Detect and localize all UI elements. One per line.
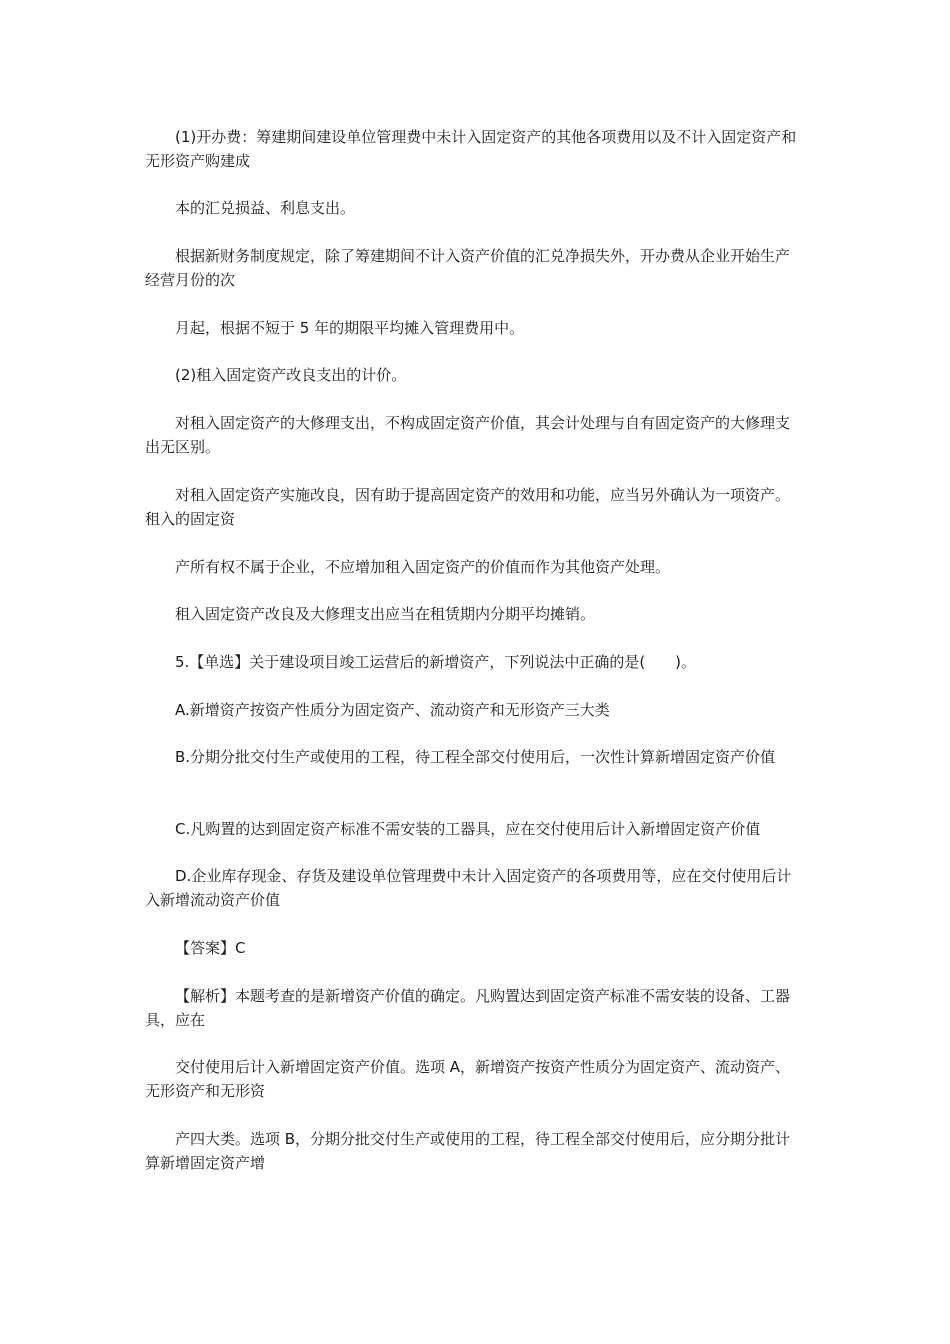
paragraph-leased-asset-heading: (2)租入固定资产改良支出的计价。 [175, 366, 407, 384]
paragraph-amortize-lease: 租入固定资产改良及大修理支出应当在租赁期内分期平均摊销。 [175, 605, 596, 623]
paragraph-exchange-loss: 本的汇兑损益、利息支出。 [175, 199, 356, 217]
paragraph-startup-costs: (1)开办费：筹建期间建设单位管理费中未计入固定资产的其他各项费用以及不计入固定资产和无形资产购建成 [145, 128, 797, 170]
analysis-part-3: 产四大类。选项 B，分期分批交付生产或使用的工程，待工程全部交付使用后，应分期分批计算新增固定资产增 [145, 1130, 791, 1172]
paragraph-improvements: 对租入固定资产实施改良，因有助于提高固定资产的效用和功能，应当另外确认为一项资产。租入的固定资 [145, 486, 791, 528]
option-d: D.企业库存现金、存货及建设单位管理费中未计入固定资产的各项费用等，应在交付使用后计入新增流动资产价值 [145, 867, 792, 909]
paragraph-ownership: 产所有权不属于企业，不应增加租入固定资产的价值而作为其他资产处理。 [175, 558, 671, 576]
paragraph-new-regulation: 根据新财务制度规定，除了筹建期间不计入资产价值的汇兑净损失外，开办费从企业开始生产经营月份的次 [145, 247, 791, 289]
option-b: B.分期分批交付生产或使用的工程，待工程全部交付使用后，一次性计算新增固定资产价值 [175, 748, 776, 766]
option-a: A.新增资产按资产性质分为固定资产、流动资产和无形资产三大类 [175, 701, 610, 719]
analysis-part-2: 交付使用后计入新增固定资产价值。选项 A，新增资产按资产性质分为固定资产、流动资产、无形资产和无形资 [145, 1058, 791, 1100]
analysis-part-1: 【解析】本题考查的是新增资产价值的确定。凡购置达到固定资产标准不需安装的设备、工器具，应在 [145, 987, 791, 1029]
paragraph-amortization: 月起，根据不短于 5 年的期限平均摊入管理费用中。 [175, 319, 525, 337]
question-stem: 5.【单选】关于建设项目竣工运营后的新增资产，下列说法中正确的是( )。 [175, 653, 697, 671]
option-c: C.凡购置的达到固定资产标准不需安装的工器具，应在交付使用后计入新增固定资产价值 [175, 820, 761, 838]
answer: 【答案】C [175, 939, 246, 957]
paragraph-major-repairs: 对租入固定资产的大修理支出，不构成固定资产价值，其会计处理与自有固定资产的大修理支出无区别。 [145, 414, 791, 456]
